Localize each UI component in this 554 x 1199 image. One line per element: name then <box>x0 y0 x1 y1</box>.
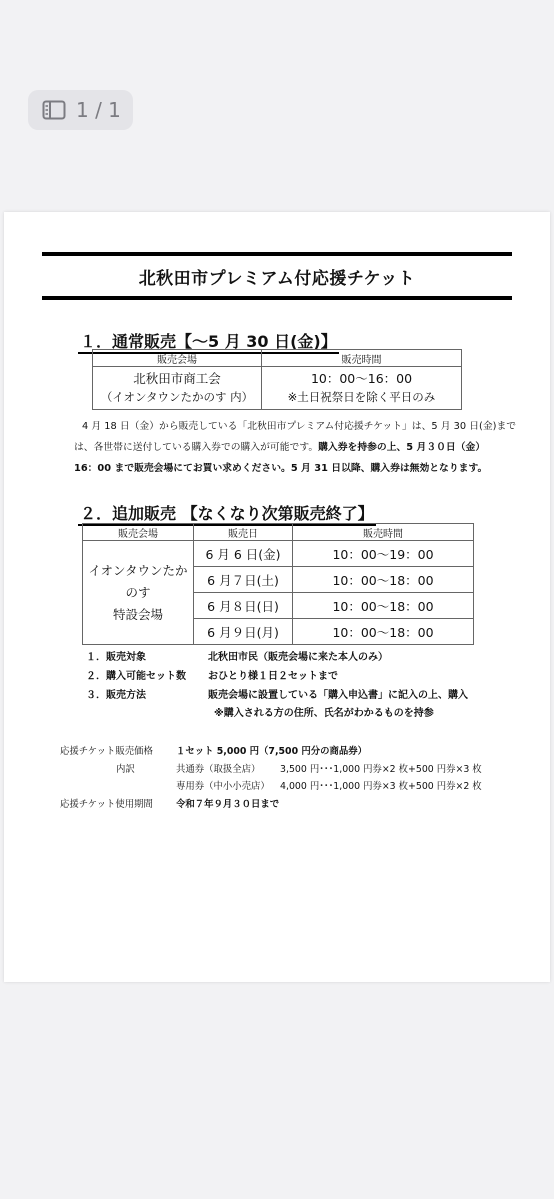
venue-line: イオンタウンたかのす <box>88 562 188 600</box>
time-cell: 10：00～18：00 <box>293 567 474 593</box>
date-cell: 6 月９日(月) <box>194 619 293 645</box>
table-header: 販売時間 <box>262 350 462 367</box>
item-label: １．販売対象 <box>86 652 146 663</box>
para-line: 4 月 18 日（金）から販売している「北秋田市プレミアム付応援チケット」は、5 月 30 日(金)まで <box>82 421 517 432</box>
para-line <box>74 458 512 479</box>
item-label: ３．販売方法 <box>86 690 146 701</box>
date-cell: 6 月７日(土) <box>194 567 293 593</box>
section2-heading: ２．追加販売 【なくなり次第販売終了】 <box>78 501 376 526</box>
item-note: ※購入される方の住所、氏名がわかるものを持参 <box>214 708 434 719</box>
time-line: 10：00～16：00 <box>310 371 413 386</box>
page-list-icon <box>42 100 66 120</box>
section1-paragraph <box>74 416 517 479</box>
para-text: は、各世帯に送付している購入券での購入が可能です。 <box>74 442 319 453</box>
common-ticket-label: 共通券（取扱全店） <box>176 764 261 775</box>
table-header: 販売会場 <box>93 350 262 367</box>
time-cell: 10：00～18：00 <box>293 593 474 619</box>
page-indicator[interactable] <box>28 90 133 130</box>
item-value: 販売会場に設置している「購入申込書」に記入の上、購入 <box>208 690 468 701</box>
document-page <box>4 212 550 982</box>
venue-line: （イオンタウンたかのす 内） <box>100 390 254 404</box>
item-value: 北秋田市民（販売会場に来た本人のみ） <box>208 652 388 663</box>
special-ticket-label: 専用券（中小小売店） <box>176 781 270 792</box>
para-text-bold: 16：00 まで販売会場にてお買い求めください。5 月 31 日以降、購入券は無効となります。 <box>74 463 488 474</box>
time-line: ※土日祝祭日を除く平日のみ <box>287 390 436 404</box>
section2-table <box>82 523 474 645</box>
item-value: おひとり様１日２セットまで <box>208 671 338 682</box>
para-text-bold: 購入券を持参の上、5 月３０日（金） <box>318 442 486 453</box>
date-cell: 6 月８日(日) <box>194 593 293 619</box>
common-ticket-value: 3,500 円･･･1,000 円券×2 枚+500 円券×3 枚 <box>280 764 482 775</box>
period-row <box>60 796 280 810</box>
venue-cell <box>93 367 262 410</box>
table-header: 販売時間 <box>293 524 474 541</box>
table-header: 販売会場 <box>83 524 194 541</box>
document-title: 北秋田市プレミアム付応援チケット <box>42 252 512 300</box>
table-row <box>83 541 474 567</box>
price-row <box>60 743 367 757</box>
breakdown-label: 内訳 <box>116 764 135 775</box>
section1-heading: １．通常販売【～5 月 30 日(金)】 <box>78 329 339 354</box>
period-label: 応援チケット使用期間 <box>60 799 153 810</box>
time-cell <box>262 367 462 410</box>
venue-line: 北秋田市商工会 <box>133 371 221 386</box>
venue-line: 特設会場 <box>112 606 163 622</box>
time-cell: 10：00～19：00 <box>293 541 474 567</box>
para-line <box>74 437 512 458</box>
page-indicator-label: 1 / 1 <box>76 98 121 122</box>
venue-cell <box>83 541 194 645</box>
section1-table <box>92 349 462 410</box>
time-cell: 10：00～18：00 <box>293 619 474 645</box>
price-value: １セット 5,000 円（7,500 円分の商品券） <box>176 746 367 757</box>
period-value: 令和７年９月３０日まで <box>176 799 280 810</box>
date-cell: 6 月 6 日(金) <box>194 541 293 567</box>
price-label: 応援チケット販売価格 <box>60 746 153 757</box>
item-label: ２．購入可能セット数 <box>86 671 186 682</box>
special-ticket-value: 4,000 円･･･1,000 円券×3 枚+500 円券×2 枚 <box>280 781 482 792</box>
table-header: 販売日 <box>194 524 293 541</box>
